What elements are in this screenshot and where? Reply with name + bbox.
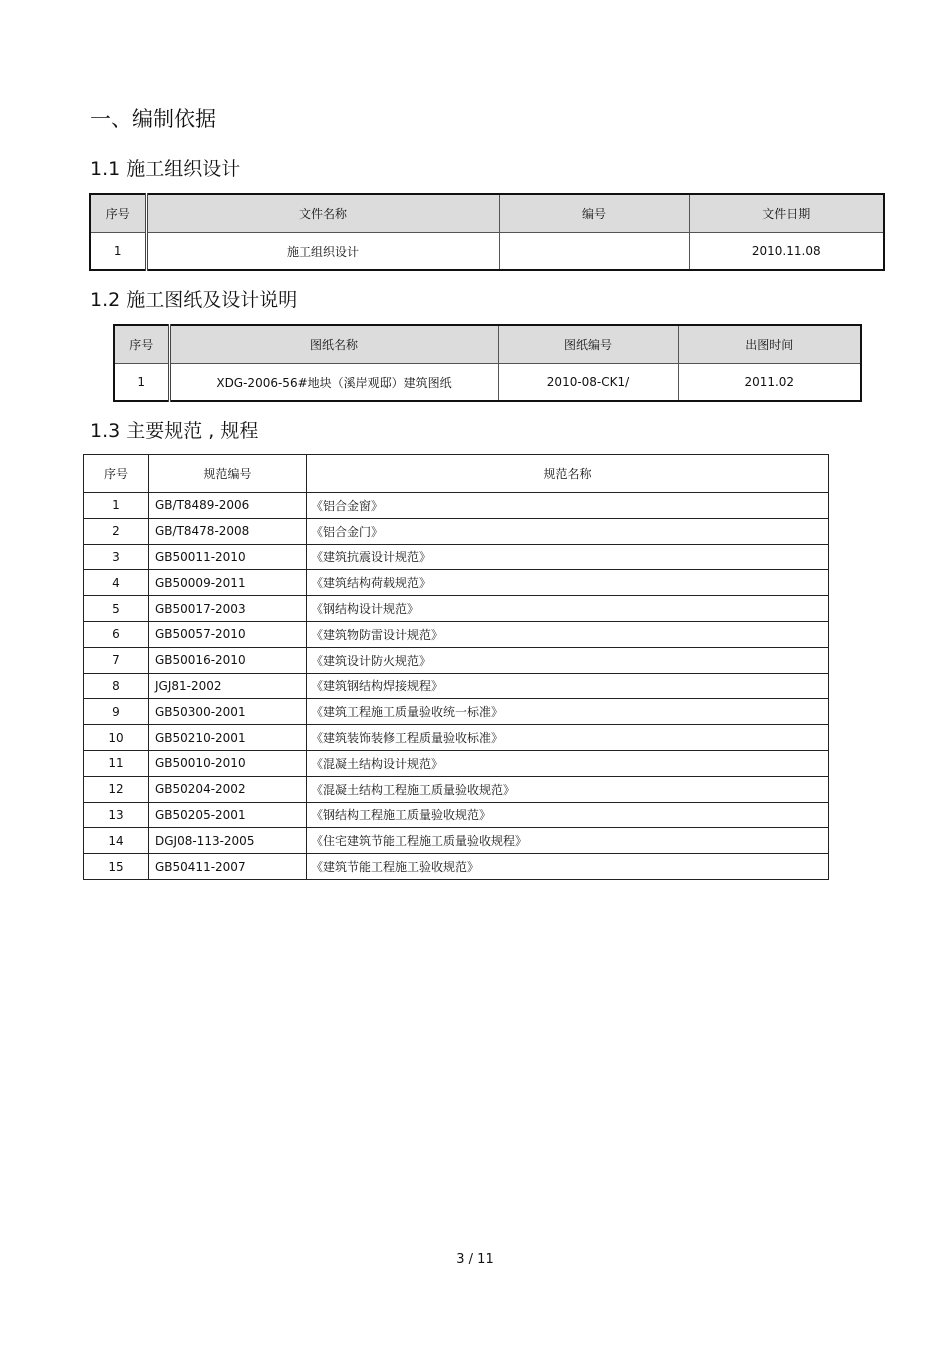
table-row xyxy=(84,854,829,880)
cell-code xyxy=(499,233,689,271)
cell-name: 《建筑节能工程施工验收规范》 xyxy=(307,854,829,880)
page-number: 3 / 11 xyxy=(456,1252,494,1267)
column-header: 序号 xyxy=(84,455,149,493)
construction-design-table xyxy=(89,193,885,271)
cell-code: GB50300-2001 xyxy=(149,699,307,725)
cell-code: GB50010-2010 xyxy=(149,750,307,776)
cell-name: 《铝合金窗》 xyxy=(307,493,829,519)
cell-code: GB50011-2010 xyxy=(149,544,307,570)
cell-no: 15 xyxy=(84,854,149,880)
column-header: 规范编号 xyxy=(149,455,307,493)
table-row xyxy=(90,233,884,271)
cell-code: GB50009-2011 xyxy=(149,570,307,596)
table-row xyxy=(84,570,829,596)
table-header-row xyxy=(90,194,884,233)
cell-no: 10 xyxy=(84,725,149,751)
cell-name: 《建筑装饰装修工程质量验收标准》 xyxy=(307,725,829,751)
cell-code: DGJ08-113-2005 xyxy=(149,828,307,854)
table-row xyxy=(84,596,829,622)
table-row xyxy=(84,699,829,725)
table-row xyxy=(84,621,829,647)
cell-name: XDG-2006-56#地块（溪岸观邸）建筑图纸 xyxy=(169,364,498,402)
table-row xyxy=(84,828,829,854)
table-row xyxy=(84,750,829,776)
cell-no: 13 xyxy=(84,802,149,828)
cell-no: 1 xyxy=(90,233,146,271)
table-row xyxy=(84,776,829,802)
cell-code: GB50205-2001 xyxy=(149,802,307,828)
cell-code: GB/T8478-2008 xyxy=(149,518,307,544)
cell-name: 《建筑物防雷设计规范》 xyxy=(307,621,829,647)
subsection-title-1-3: 1.3 主要规范 , 规程 xyxy=(90,420,259,442)
cell-no: 5 xyxy=(84,596,149,622)
standards-table xyxy=(83,454,829,880)
cell-name: 《钢结构设计规范》 xyxy=(307,596,829,622)
table-row xyxy=(84,647,829,673)
table-row xyxy=(84,518,829,544)
column-header: 规范名称 xyxy=(307,455,829,493)
cell-no: 1 xyxy=(84,493,149,519)
cell-name: 《钢结构工程施工质量验收规范》 xyxy=(307,802,829,828)
cell-code: GB50210-2001 xyxy=(149,725,307,751)
cell-name: 《混凝土结构设计规范》 xyxy=(307,750,829,776)
column-header: 图纸名称 xyxy=(169,325,498,364)
cell-no: 7 xyxy=(84,647,149,673)
column-header: 序号 xyxy=(114,325,169,364)
table-row xyxy=(84,802,829,828)
column-header: 编号 xyxy=(499,194,689,233)
cell-date: 2011.02 xyxy=(678,364,861,402)
cell-code: GB50017-2003 xyxy=(149,596,307,622)
column-header: 图纸编号 xyxy=(498,325,678,364)
table-header-row xyxy=(84,455,829,493)
cell-name: 施工组织设计 xyxy=(146,233,499,271)
cell-name: 《住宅建筑节能工程施工质量验收规程》 xyxy=(307,828,829,854)
section-title: 一、编制依据 xyxy=(90,107,216,131)
cell-name: 《混凝土结构工程施工质量验收规范》 xyxy=(307,776,829,802)
cell-no: 3 xyxy=(84,544,149,570)
cell-code: GB50057-2010 xyxy=(149,621,307,647)
cell-name: 《铝合金门》 xyxy=(307,518,829,544)
table-row xyxy=(84,544,829,570)
cell-no: 2 xyxy=(84,518,149,544)
cell-code: GB50411-2007 xyxy=(149,854,307,880)
table-row xyxy=(84,493,829,519)
column-header: 文件名称 xyxy=(146,194,499,233)
cell-name: 《建筑设计防火规范》 xyxy=(307,647,829,673)
cell-no: 4 xyxy=(84,570,149,596)
column-header: 出图时间 xyxy=(678,325,861,364)
cell-name: 《建筑结构荷载规范》 xyxy=(307,570,829,596)
cell-no: 1 xyxy=(114,364,169,402)
cell-no: 14 xyxy=(84,828,149,854)
table-header-row xyxy=(114,325,861,364)
cell-code: GB/T8489-2006 xyxy=(149,493,307,519)
cell-no: 11 xyxy=(84,750,149,776)
cell-code: 2010-08-CK1/ xyxy=(498,364,678,402)
cell-name: 《建筑钢结构焊接规程》 xyxy=(307,673,829,699)
subsection-title-1-1: 1.1 施工组织设计 xyxy=(90,158,241,180)
table-row xyxy=(114,364,861,402)
cell-code: GB50204-2002 xyxy=(149,776,307,802)
cell-no: 12 xyxy=(84,776,149,802)
table-row xyxy=(84,673,829,699)
cell-no: 9 xyxy=(84,699,149,725)
cell-no: 8 xyxy=(84,673,149,699)
column-header: 序号 xyxy=(90,194,146,233)
cell-code: JGJ81-2002 xyxy=(149,673,307,699)
cell-name: 《建筑抗震设计规范》 xyxy=(307,544,829,570)
table-row xyxy=(84,725,829,751)
subsection-title-1-2: 1.2 施工图纸及设计说明 xyxy=(90,289,298,311)
column-header: 文件日期 xyxy=(689,194,884,233)
cell-name: 《建筑工程施工质量验收统一标准》 xyxy=(307,699,829,725)
cell-code: GB50016-2010 xyxy=(149,647,307,673)
cell-date: 2010.11.08 xyxy=(689,233,884,271)
cell-no: 6 xyxy=(84,621,149,647)
drawings-table xyxy=(113,324,862,402)
